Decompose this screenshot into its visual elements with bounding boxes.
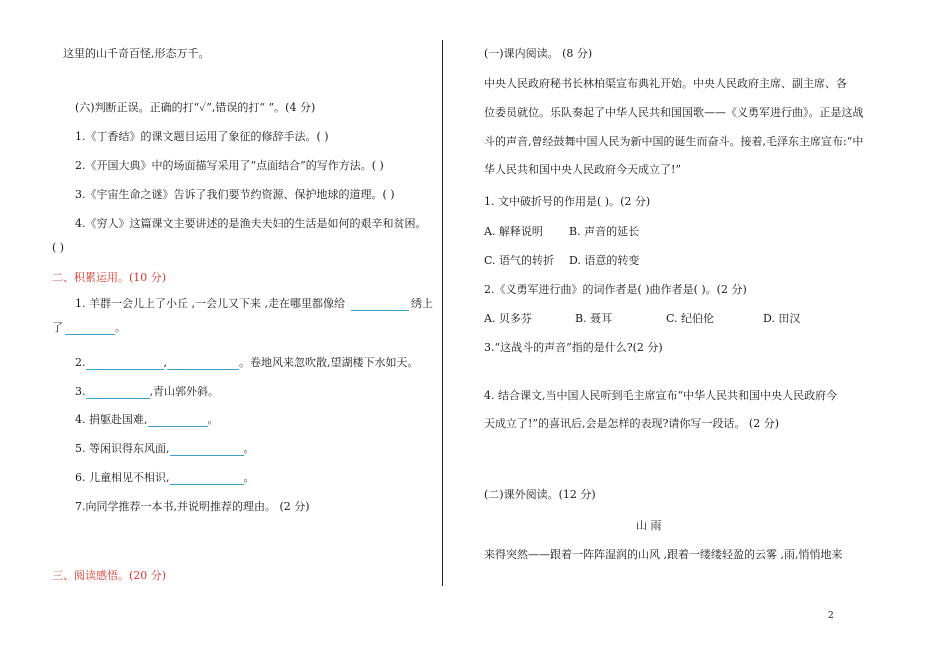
question-6 — [75, 471, 255, 485]
option-b: B. 声音的延长 — [569, 225, 640, 238]
question-5-text: 5. 等闲识得东风面, — [75, 442, 170, 455]
reading-question-1: 1. 文中破折号的作用是( )。(2 分) — [484, 195, 651, 208]
question-1-text: 了 — [52, 321, 63, 334]
question-6-text: 6. 儿童相见不相识, — [75, 471, 170, 484]
question-3-text: ,青山郭外斜。 — [149, 385, 219, 398]
answer-blank[interactable] — [65, 322, 115, 335]
passage-line: 来得突然——跟着一阵阵湿润的山风 ,跟着一缕缕轻盈的云雾 ,雨,悄悄地来 — [484, 548, 843, 561]
section-heading-judge: (六)判断正误。正确的打“✓”,错误的打“ ”。(4 分) — [75, 101, 316, 114]
text-line: 这里的山千奇百怪,形态万千。 — [63, 47, 210, 60]
option-c: C. 语气的转折 — [484, 254, 555, 267]
passage-line: 位委员就位。乐队奏起了中华人民共和国国歌——《义勇军进行曲》。正是这战 — [484, 106, 864, 119]
passage-line: 斗的声音,曾经鼓舞中国人民为新中国的诞生而奋斗。接着,毛泽东主席宣布:“中 — [484, 135, 864, 148]
question-5-text: 。 — [243, 442, 255, 455]
reading-question-2: 2.《义勇军进行曲》的词作者是( )曲作者是( )。(2 分) — [484, 283, 747, 296]
question-2-text: 。卷地风来忽吹散,望湖楼下水如天。 — [239, 356, 419, 369]
judge-item-1: 1.《丁香结》的课文题目运用了象征的修辞手法。( ) — [75, 130, 329, 143]
option-c: C. 纪伯伦 — [666, 312, 715, 325]
question-1-text: 。 — [115, 321, 126, 334]
question-6-text: 。 — [243, 471, 255, 484]
option-d: D. 田汉 — [763, 312, 801, 325]
passage-line: 中央人民政府秘书长林柏渠宣布典礼开始。中央人民政府主席、副主席、各 — [484, 77, 847, 90]
question-3 — [75, 385, 219, 399]
option-b: B. 聂耳 — [575, 312, 613, 325]
reading-question-4-cont: 天成立了!”的喜讯后,会是怎样的表现?请你写一段话。 (2 分) — [484, 417, 780, 430]
column-divider — [442, 40, 443, 586]
judge-item-2: 2.《开国大典》中的场面描写采用了“点面结合”的写作方法。( ) — [75, 159, 384, 172]
section-heading-2: 二、积累运用。(10 分) — [52, 271, 167, 284]
answer-blank[interactable] — [86, 357, 164, 370]
question-4-text: 4. 捐躯赴国难, — [75, 413, 148, 426]
story-title: 山 雨 — [636, 519, 662, 532]
section-heading-3: 三、阅读感悟。(20 分) — [52, 569, 167, 582]
passage-line: 华人民共和国中央人民政府今天成立了!” — [484, 163, 682, 176]
question-1 — [75, 297, 433, 311]
question-1-text: 1. 羊群一会儿上了小丘 ,一会儿又下来 ,走在哪里都像给 — [75, 297, 345, 310]
question-2 — [75, 356, 419, 370]
question-1-text: 绣上 — [410, 297, 433, 310]
answer-blank[interactable] — [86, 386, 150, 399]
answer-blank[interactable] — [351, 298, 409, 311]
question-2-text: , — [163, 356, 167, 369]
answer-blank[interactable] — [170, 443, 244, 456]
question-1-cont — [52, 321, 126, 335]
reading-heading-2: (二)课外阅读。(12 分) — [484, 488, 596, 501]
question-3-text: 3. — [75, 385, 86, 398]
option-a: A. 解释说明 — [484, 225, 543, 238]
question-4-text: 。 — [207, 413, 219, 426]
answer-blank[interactable] — [148, 414, 208, 427]
answer-blank[interactable] — [170, 472, 244, 485]
reading-question-3: 3.“这战斗的声音”指的是什么?(2 分) — [484, 341, 663, 354]
question-2-text: 2. — [75, 356, 86, 369]
option-d: D. 语意的转变 — [569, 254, 640, 267]
question-4 — [75, 413, 219, 427]
question-7: 7.向同学推荐一本书,并说明推荐的理由。 (2 分) — [75, 500, 310, 513]
page-number: 2 — [828, 611, 834, 621]
judge-item-4-paren: ( ) — [52, 241, 65, 254]
answer-blank[interactable] — [167, 357, 239, 370]
question-5 — [75, 442, 255, 456]
reading-heading-1: (一)课内阅读。 (8 分) — [484, 47, 593, 60]
option-a: A. 贝多芬 — [484, 312, 532, 325]
reading-question-4: 4. 结合课文,当中国人民听到毛主席宣布“中华人民共和国中央人民政府今 — [484, 389, 838, 402]
judge-item-4: 4.《穷人》这篇课文主要讲述的是渔夫夫妇的生活是如何的艰辛和贫困。 — [75, 217, 427, 230]
judge-item-3: 3.《宇宙生命之谜》告诉了我们要节约资源、保护地球的道理。( ) — [75, 188, 395, 201]
